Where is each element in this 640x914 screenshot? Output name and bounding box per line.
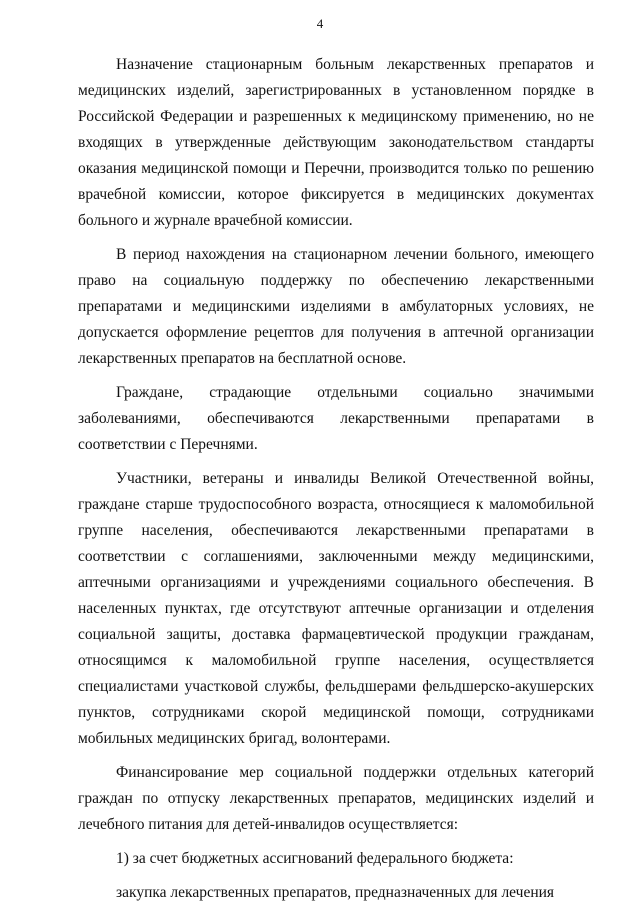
paragraph: Назначение стационарным больным лекарственных препаратов и медицинских изделий, зарегистрированных в установленном порядке в Российской Федерации и разрешенных к медицинскому применению, но не входящих в утвержденные действующим законодательством стандарты оказания медицинской помощи и Перечни, производится только по решению врачебной комиссии, которое фиксируется в медицинских документах больного и журнале врачебной комиссии. bbox=[78, 56, 594, 229]
page-number: 4 bbox=[316, 16, 324, 31]
document-body bbox=[78, 52, 594, 914]
paragraph: 1) за счет бюджетных ассигнований федерального бюджета: bbox=[116, 850, 514, 867]
paragraph: В период нахождения на стационарном лечении больного, имеющего право на социальную поддержку по обеспечению лекарственными препаратами и медицинскими изделиями в амбулаторных условиях, не допускается оформление рецептов для получения в аптечной организации лекарственных препаратов на бесплатной основе. bbox=[78, 246, 594, 367]
paragraph: Участники, ветераны и инвалиды Великой Отечественной войны, граждане старше трудоспособного возраста, относящиеся к маломобильной группе населения, обеспечиваются лекарственными препаратами в соответствии с соглашениями, заключенными между медицинскими, аптечными организациями и учреждениями социального обеспечения. В населенных пунктах, где отсутствуют аптечные организации и отделения социальной защиты, доставка фармацевтической продукции гражданам, относящимся к маломобильной группе населения, осуществляется специалистами участковой службы, фельдшерами фельдшерско-акушерских пунктов, сотрудниками скорой медицинской помощи, сотрудниками мобильных медицинских бригад, волонтерами. bbox=[78, 470, 594, 747]
paragraph: закупка лекарственных препаратов, предназначенных для лечения bbox=[116, 884, 555, 901]
paragraph: Финансирование мер социальной поддержки отдельных категорий граждан по отпуску лекарственных препаратов, медицинских изделий и лечебного питания для детей-инвалидов осуществляется: bbox=[78, 764, 594, 833]
paragraph: Граждане, страдающие отдельными социально значимыми заболеваниями, обеспечиваются лекарственными препаратами в соответствии с Перечнями. bbox=[78, 384, 594, 453]
